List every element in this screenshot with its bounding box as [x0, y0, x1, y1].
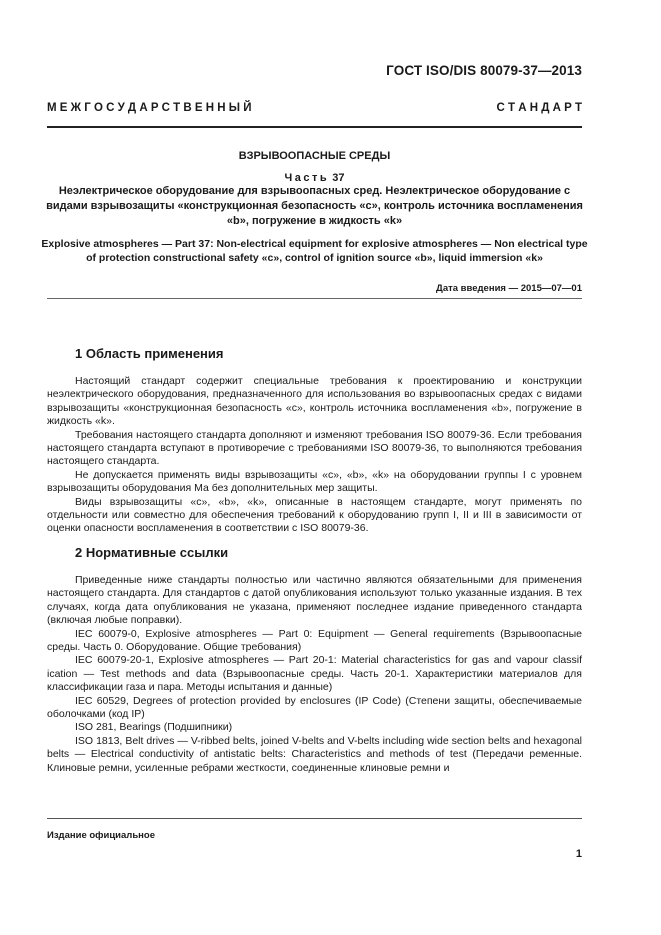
- section-heading-normative-references: 2 Нормативные ссылки: [75, 545, 229, 560]
- reference-item: ISO 281, Bearings (Подшипники): [75, 721, 233, 734]
- page-number: 1: [575, 848, 582, 860]
- paragraph: Требования настоящего стандарта дополняют и изменяют требования ISO 80079-36. Если требования настоящего стандарта вступают в противоречие с требованиями ISO 80079-36, то выполняются требования настоящего стандарта.: [47, 428, 582, 468]
- reference-item: IEC 60079-0, Explosive atmospheres — Part 0: Equipment — General requirements (Взрывоопасные среды. Часть 0. Оборудование. Общие требования): [47, 627, 582, 654]
- title-english: Explosive atmospheres — Part 37: Non-electrical equipment for explosive atmospheres — Non electrical type of protection constructional safety «c», control of ignition source «b», liquid immersion «k»: [41, 238, 588, 264]
- part-heading: [40, 172, 589, 184]
- part-number: 37: [332, 172, 345, 184]
- paragraph: Приведенные ниже стандарты полностью или частично являются обязательными для применения настоящего стандарта. Для стандартов с датой опубликования используют только указанные издания. В тех случаях, когда дата опубликования не указана, применяют последнее издание приведенного стандарта (включая любые поправки).: [47, 574, 582, 627]
- banner-word-interstate: М Е Ж Г О С У Д А Р С Т В Е Н Н Ы Й: [47, 102, 252, 114]
- interstate-standard-banner: [47, 102, 582, 120]
- intro-divider: [47, 298, 582, 299]
- section-body-normative-references: [47, 574, 582, 775]
- footer-divider: [47, 818, 582, 819]
- part-label: Часть: [284, 172, 330, 184]
- reference-item: IEC 60529, Degrees of protection provided by enclosures (IP Code) (Степени защиты, обеспечиваемые оболочками (код IP): [47, 694, 582, 721]
- title-russian: Неэлектрическое оборудование для взрывоопасных сред. Неэлектрическое оборудование с видами взрывозащиты «конструкционная безопасность «с», контроль источника воспламенения «b», погружение в жидкость «k»: [46, 185, 583, 227]
- paragraph: Настоящий стандарт содержит специальные требования к проектированию и конструкции неэлектрического оборудования, предназначенного для использования во взрывоопасных средах с видами взрывозащиты «конструкционная безопасность «с», контроль источника воспламенения «b», погружение в жидкость «k».: [47, 375, 582, 428]
- series-title: ВЗРЫВООПАСНЫЕ СРЕДЫ: [238, 150, 391, 162]
- introduction-date: Дата введения — 2015—07—01: [436, 283, 582, 294]
- reference-item: ISO 1813, Belt drives — V-ribbed belts, joined V-belts and V-belts including wide section belts and hexagonal belts — Electrical conductivity of antistatic belts: Characteristics and methods of test (Передачи ременные. Клиновые ремни, усиленные ребрами жесткости, соединенные клиновые ремни и: [47, 734, 582, 774]
- section-heading-scope: 1 Область применения: [75, 346, 224, 361]
- header-divider: [47, 126, 582, 128]
- paragraph: Виды взрывозащиты «с», «b», «k», описанные в настоящем стандарте, могут применять по отдельности или совместно для обеспечения требований к оборудованию групп I, II и III в зависимости от оценки опасности воспламенения в соответствии с ISO 80079-36.: [47, 495, 582, 535]
- official-edition-label: Издание официальное: [47, 830, 155, 841]
- section-body-scope: [47, 375, 582, 536]
- paragraph: Не допускается применять виды взрывозащиты «с», «b», «k» на оборудовании группы I с уровнем взрывозащиты оборудования Ма без дополнительных мер защиты.: [47, 468, 582, 495]
- reference-item: IEC 60079-20-1, Explosive atmospheres — Part 20-1: Material characteristics for gas and vapour classif ication — Test methods and data (Взрывоопасные среды. Часть 20-1. Характеристики материалов для классификации газа и пара. Методы испытания и данные): [47, 654, 582, 694]
- banner-word-standard: С Т А Н Д А Р Т: [496, 102, 582, 114]
- standard-code: ГОСТ ISO/DIS 80079-37—2013: [386, 63, 582, 78]
